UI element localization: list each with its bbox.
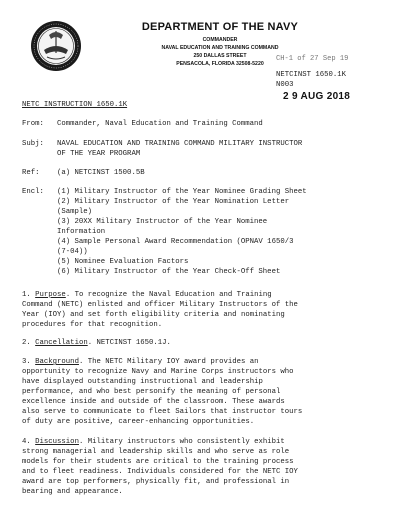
enclosure-item: (7-04)) — [57, 248, 88, 256]
serial-code: N003 — [276, 81, 294, 89]
section-discussion: 4. Discussion. Military instructors who consistently exhibit strong managerial and leadership skills and who serve as role models for their students are critical to the training process and to fleet readiness. Individuals considered for the NETC IOY award are top performers, physically fit, and professional in bearing and appearance. — [22, 438, 298, 496]
letterhead-line-3: 250 DALLAS STREET — [193, 53, 247, 59]
reference-value: (a) NETCINST 1500.5B — [57, 169, 145, 177]
enclosure-item: (Sample) — [57, 208, 93, 216]
section-title: Background — [35, 358, 79, 366]
instruction-id: NETCINST 1650.1K — [276, 71, 347, 79]
section-purpose: 1. Purpose. To recognize the Naval Education and Training Command (NETC) enlisted and officer Military Instructors of the Year (IOY) and set forth eligibility criteria and nominating procedures for that recognition. — [22, 291, 298, 329]
enclosure-item: (6) Military Instructor of the Year Check-Off Sheet — [57, 268, 281, 276]
section-cancellation: 2. Cancellation. NETCINST 1650.1J. — [22, 339, 171, 347]
letterhead-line-1: COMMANDER — [202, 37, 238, 43]
letterhead-line-4: PENSACOLA, FLORIDA 32508-5220 — [176, 61, 264, 67]
enclosure-item: Information — [57, 228, 106, 236]
enclosure-label: Encl: — [22, 188, 44, 196]
enclosure-item: (3) 20XX Military Instructor of the Year Nominee — [57, 218, 268, 226]
section-title: Discussion — [35, 438, 79, 446]
section-background: 3. Background. The NETC Military IOY award provides an opportunity to recognize Navy and Marine Corps instructors who have displayed outstanding instructional and leadership performance, and who best personify the meaning of personal excellence inside and outside of the classroom. These awards also serve to communicate to fleet Sailors that instructor tours of duty are positive, career-enhancing opportunities. — [22, 358, 303, 426]
section-title: Purpose — [35, 291, 66, 299]
enclosure-item: (2) Military Instructor of the Year Nomination Letter — [57, 198, 290, 206]
navy-seal-icon — [30, 20, 82, 72]
from-value: Commander, Naval Education and Training Command — [57, 120, 263, 128]
subject-line-1: NAVAL EDUCATION AND TRAINING COMMAND MILITARY INSTRUCTOR — [57, 140, 303, 148]
from-label: From: — [22, 120, 44, 128]
date-stamp: 2 9 AUG 2018 — [283, 91, 351, 102]
enclosure-item: (5) Nominee Evaluation Factors — [57, 258, 189, 266]
letterhead-department: DEPARTMENT OF THE NAVY — [141, 21, 299, 33]
instruction-heading: NETC INSTRUCTION 1650.1K — [22, 101, 128, 109]
subject-label: Subj: — [22, 140, 44, 148]
subject-line-2: OF THE YEAR PROGRAM — [57, 150, 141, 158]
reference-label: Ref: — [22, 169, 40, 177]
enclosure-item: (4) Sample Personal Award Recommendation (OPNAV 1650/3 — [57, 238, 294, 246]
letterhead-line-2: NAVAL EDUCATION AND TRAINING COMMAND — [161, 45, 279, 51]
change-note: CH-1 of 27 Sep 19 — [276, 55, 349, 63]
enclosure-item: (1) Military Instructor of the Year Nominee Grading Sheet — [57, 188, 307, 196]
section-title: Cancellation — [35, 339, 88, 347]
